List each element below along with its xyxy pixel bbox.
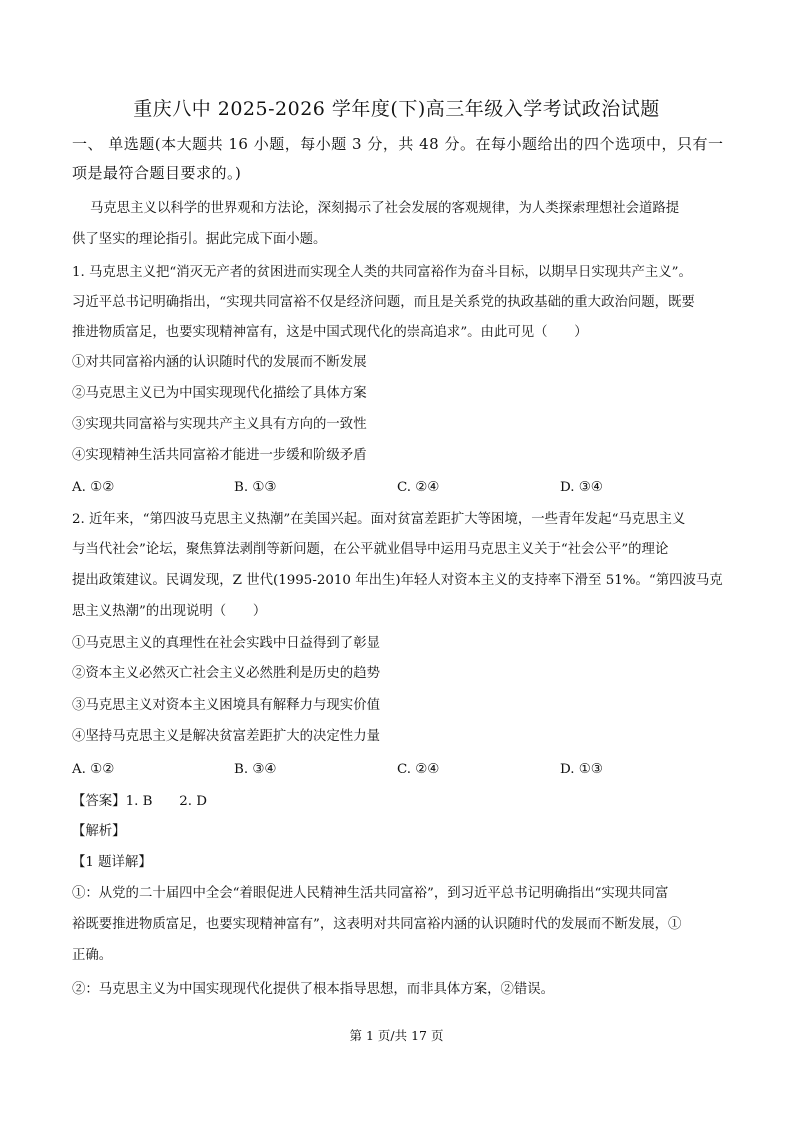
answer-values: 1. B 2. D [125, 794, 207, 809]
detail-line-2: 裕既要推进物质富足，也要实现精神富有”，这表明对共同富裕内涵的认识随时代的发展而不断发展，① [72, 917, 682, 932]
answer-label: 【答案】 [72, 794, 126, 809]
question-2-stem-line-1: 2. 近年来，“第四波马克思主义热潮”在美国兴起。面对贫富差距扩大等困境，一些青年发起“马克思主义 [72, 512, 686, 527]
question-2-stem-line-2: 与当代社会”论坛，聚焦算法剥削等新问题，在公平就业倡导中运用马克思主义关于“社会公平”的理论 [72, 542, 669, 557]
question-2-statement-2: ②资本主义必然灭亡社会主义必然胜利是历史的趋势 [72, 666, 380, 681]
question-1-option-a: A. ①② [72, 480, 115, 495]
question-2-option-b: B. ③④ [234, 762, 277, 777]
question-1-statement-1: ①对共同富裕内涵的认识随时代的发展而不断发展 [72, 355, 367, 370]
question-2-option-d: D. ①③ [560, 762, 603, 777]
question-2-option-a: A. ①② [72, 762, 115, 777]
question-1-statement-4: ④实现精神生活共同富裕才能进一步缓和阶级矛盾 [72, 448, 367, 463]
detail-label: 【1 题详解】 [72, 855, 152, 870]
question-2-statement-3: ③马克思主义对资本主义困境具有解释力与现实价值 [72, 698, 380, 713]
detail-line-3: 正确。 [72, 948, 113, 963]
answer-row [72, 792, 722, 812]
question-2-statement-1: ①马克思主义的真理性在社会实践中日益得到了彰显 [72, 636, 380, 651]
question-2-stem-line-4: 思主义热潮”的出现说明（ ） [72, 604, 267, 619]
intro-line-1: 马克思主义以科学的世界观和方法论，深刻揭示了社会发展的客观规律，为人类探索理想社会道路提 [90, 201, 680, 216]
detail-line-4: ②：马克思主义为中国实现现代化提供了根本指导思想，而非具体方案，②错误。 [72, 982, 555, 997]
question-1-stem-line-1: 1. 马克思主义把“消灭无产者的贫困进而实现全人类的共同富裕作为奋斗目标，以期早日实现共产主义”。 [72, 265, 692, 280]
question-2-stem-line-3: 提出政策建议。民调发现，Z 世代(1995-2010 年出生)年轻人对资本主义的支持率下滑至 51%。“第四波马克 [72, 573, 723, 588]
section-heading-line-1: 一、 单选题(本大题共 16 小题，每小题 3 分，共 48 分。在每小题给出的四个选项中，只有一 [72, 135, 724, 153]
question-1-statement-3: ③实现共同富裕与实现共产主义具有方向的一致性 [72, 417, 367, 432]
question-1-option-c: C. ②④ [397, 480, 440, 495]
detail-line-1: ①：从党的二十届四中全会“着眼促进人民精神生活共同富裕”，到习近平总书记明确指出“实现共同富 [72, 886, 669, 901]
question-1-stem-line-2: 习近平总书记明确指出，“实现共同富裕不仅是经济问题，而且是关系党的执政基础的重大政治问题，既要 [72, 295, 695, 310]
question-1-statement-2: ②马克思主义已为中国实现现代化描绘了具体方案 [72, 386, 367, 401]
intro-line-2: 供了坚实的理论指引。据此完成下面小题。 [72, 232, 327, 247]
question-2-statement-4: ④坚持马克思主义是解决贫富差距扩大的决定性力量 [72, 729, 380, 744]
question-1-stem-line-3: 推进物质富足，也要实现精神富有，这是中国式现代化的崇高追求”。由此可见（ ） [72, 325, 588, 340]
question-1-option-d: D. ③④ [560, 480, 603, 495]
question-2-option-c: C. ②④ [397, 762, 440, 777]
page-title: 重庆八中 2025-2026 学年度(下)高三年级入学考试政治试题 [133, 98, 660, 120]
analysis-label: 【解析】 [72, 824, 126, 839]
page-number: 第 1 页/共 17 页 [349, 1028, 444, 1043]
section-heading-line-2: 项是最符合题目要求的。) [72, 164, 242, 182]
question-1-option-b: B. ①③ [234, 480, 277, 495]
